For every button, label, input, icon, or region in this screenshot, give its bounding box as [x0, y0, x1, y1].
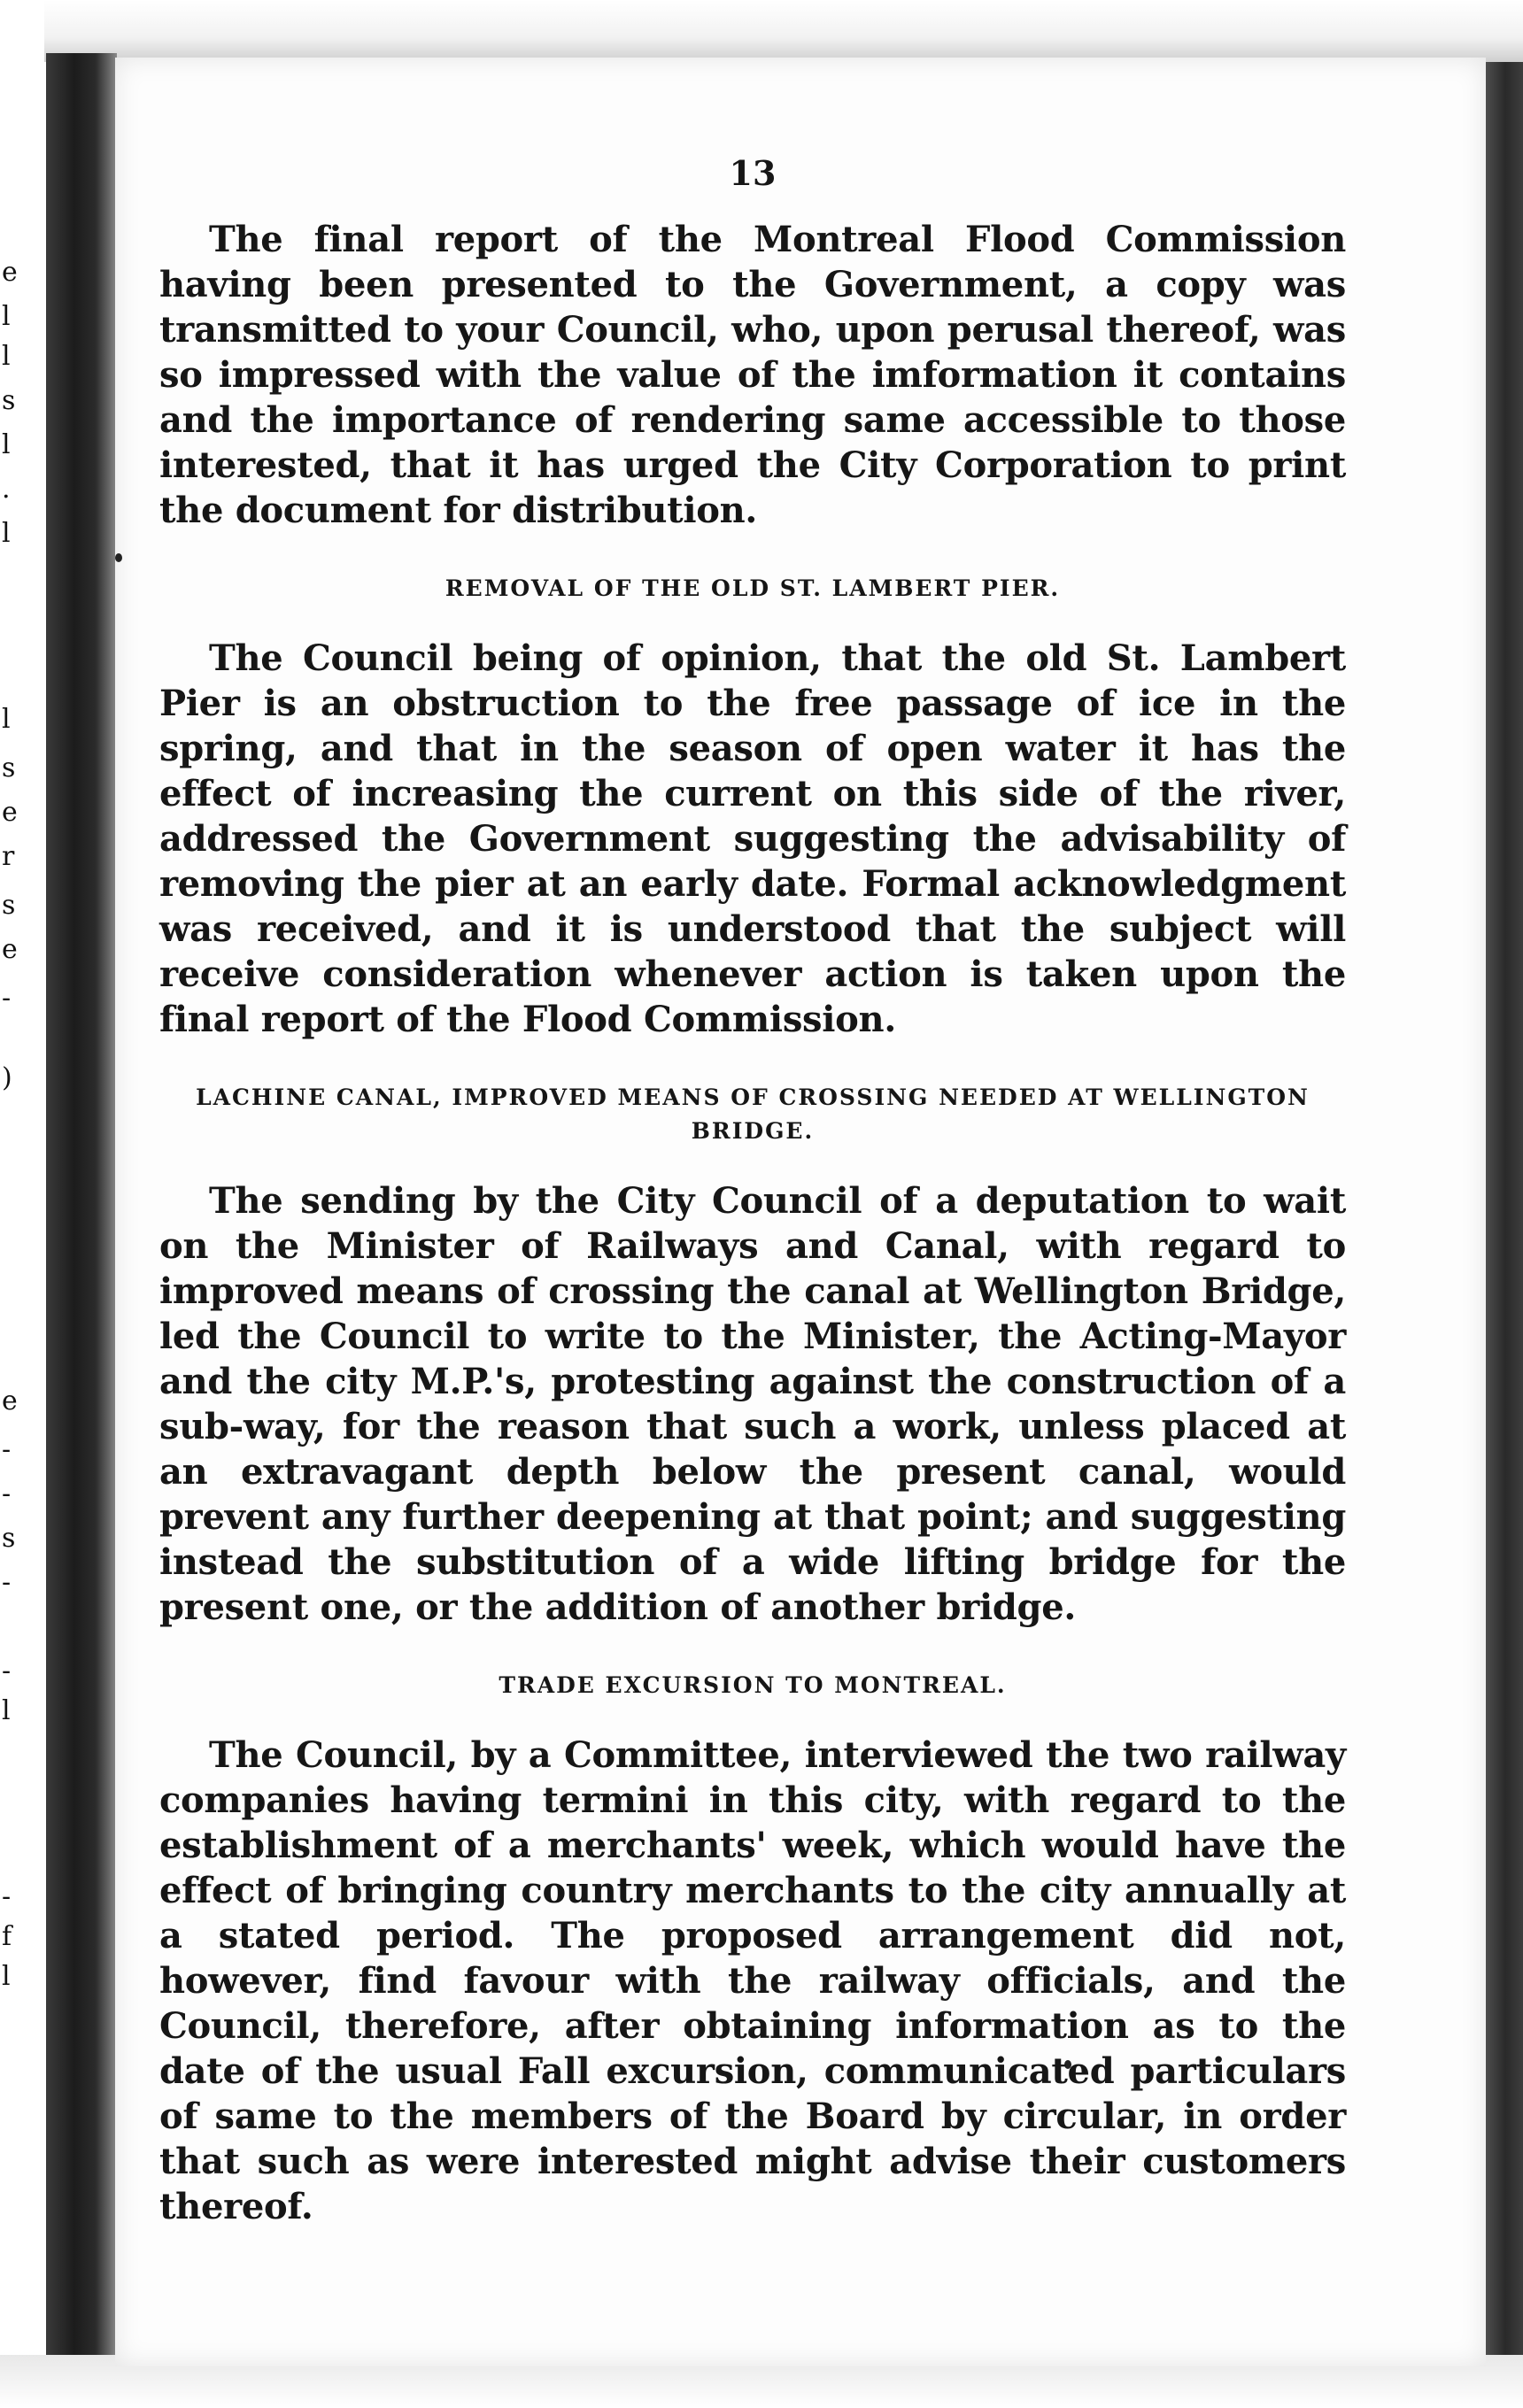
margin-fragment: f [2, 1921, 12, 1952]
paragraph-flood-commission: The final report of the Montreal Flood Commission having been presented to the Government, a copy was transmitted to your Council, who, upon perusal thereof, was so impressed with the value of the imformation it contains and the importance of rendering same accessible to those interested, that it has urged the City Corporation to print the document for distribution. [159, 219, 1346, 531]
margin-fragment: - [2, 983, 12, 1014]
margin-fragment: l [2, 301, 11, 332]
margin-fragment: . [2, 474, 11, 505]
margin-fragment: - [2, 1478, 12, 1509]
margin-fragment: s [2, 1523, 16, 1554]
margin-fragment: l [2, 429, 11, 460]
margin-fragment: l [2, 1961, 11, 1992]
margin-fragment: ) [2, 1062, 12, 1093]
facing-page-fragments [0, 0, 44, 2408]
paragraph-trade-excursion: The Council, by a Committee, interviewed the two railway companies having termini in this city, with regard to the establishment of a merchants' week, which would have the effect of bringing country merchants to the city annually at a stated period. The proposed arrangement did not, however, find favour with the railway officials, and the Council, therefore, after obtaining information as to the date of the usual Fall excursion, communicated particulars of same to the members of the Board by circular, in order that such as were interested might advise their customers thereof. [159, 1734, 1346, 2227]
heading-trade-excursion: TRADE EXCURSION TO MONTREAL. [499, 1672, 1007, 1698]
scan-top-edge [0, 0, 1523, 62]
margin-fragment: - [2, 1656, 12, 1686]
page-text [159, 153, 1346, 2229]
margin-fragment: e [2, 934, 18, 965]
margin-fragment: r [2, 841, 15, 872]
paragraph-lachine-canal: The sending by the City Council of a deputation to wait on the Minister of Railways and Canal, with regard to improved means of crossing the canal at Wellington Bridge, led the Council to write to the Minister, the Acting-Mayor and the city M.P.'s, protesting against the construction of a sub-way, for the reason that such a work, unless placed at an extravagant depth below the present canal, would prevent any further deepening at that point; and suggesting instead the substitution of a wide lifting bridge for the present one, or the addition of another bridge. [159, 1180, 1346, 1628]
margin-fragment: - [2, 1567, 12, 1598]
book-spine [46, 53, 117, 2364]
heading-st-lambert-pier: REMOVAL OF THE OLD ST. LAMBERT PIER. [445, 575, 1061, 601]
margin-fragment: e [2, 257, 18, 288]
book-page [115, 58, 1486, 2366]
margin-fragment: e [2, 797, 18, 828]
paragraph-st-lambert-pier: The Council being of opinion, that the old St. Lambert Pier is an obstruction to the free passage of ice in the spring, and that in the season of open water it has the effect of increasing the current on this side of the river, addressed the Government suggesting the advisability of removing the pier at an early date. Formal acknowledgment was received, and it is understood that the subject will receive consideration whenever action is taken upon the final report of the Flood Commission. [159, 637, 1346, 1040]
ink-speck [115, 553, 122, 562]
page-number: 13 [729, 153, 777, 193]
margin-fragment: e [2, 1385, 18, 1416]
margin-fragment: - [2, 1434, 12, 1465]
margin-fragment: l [2, 704, 11, 735]
margin-fragment: s [2, 385, 16, 416]
margin-fragment: l [2, 1695, 11, 1726]
margin-fragment: - [2, 1881, 12, 1912]
margin-fragment: s [2, 890, 16, 921]
margin-fragment: l [2, 341, 11, 372]
heading-lachine-canal: LACHINE CANAL, IMPROVED MEANS OF CROSSING NEEDED AT WELLINGTON BRIDGE. [196, 1084, 1310, 1144]
margin-fragment: l [2, 518, 11, 549]
margin-fragment: s [2, 752, 16, 783]
